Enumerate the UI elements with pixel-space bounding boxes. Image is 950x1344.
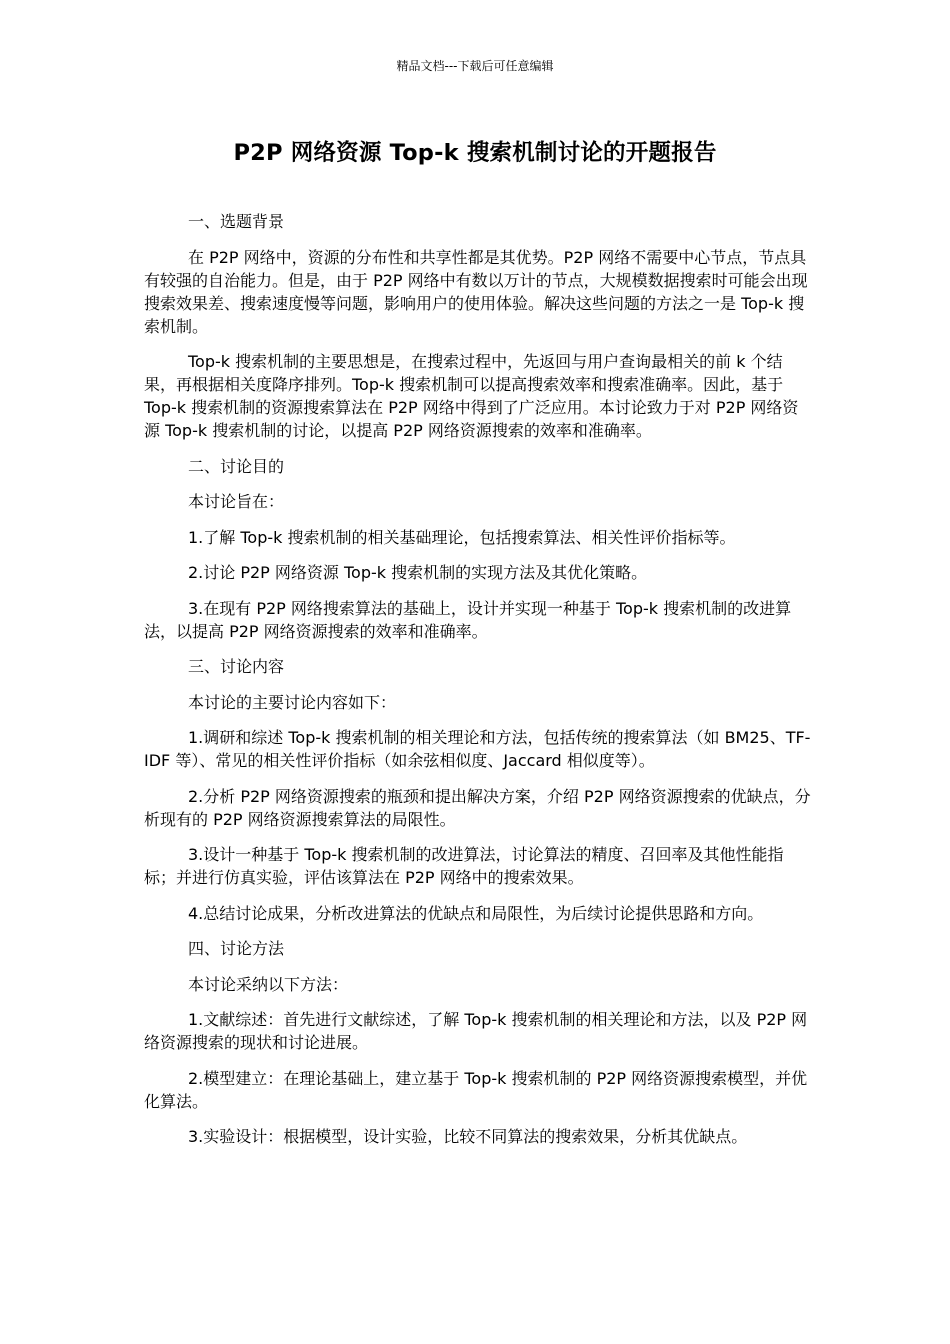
- list-item-content-4: 4.总结讨论成果，分析改进算法的优缺点和局限性，为后续讨论提供思路和方向。: [188, 903, 764, 923]
- list-item-method-2: 2.模型建立：在理论基础上，建立基于 Top-k 搜索机制的 P2P 网络资源搜索模型，并优化算法。: [144, 1068, 808, 1111]
- section-heading-background: 一、选题背景: [188, 212, 285, 231]
- paragraph-background-2: Top-k 搜索机制的主要思想是，在搜索过程中，先返回与用户查询最相关的前 k 个结果，再根据相关度降序排列。Top-k 搜索机制可以提高搜索效率和搜索准确率。因此，基于 Top-k 搜索机制的资源搜索算法在 P2P 网络中得到了广泛应用。本讨论致力于对 P2P 网络资源 Top-k 搜索机制的讨论，以提高 P2P 网络资源搜索的效率和准确率。: [144, 352, 799, 440]
- section-heading-content: 三、讨论内容: [188, 657, 285, 676]
- list-item-purpose-3: 3.在现有 P2P 网络搜索算法的基础上，设计并实现一种基于 Top-k 搜索机制的改进算法，以提高 P2P 网络资源搜索的效率和准确率。: [144, 598, 792, 641]
- list-item-content-1: 1.调研和综述 Top-k 搜索机制的相关理论和方法，包括传统的搜索算法（如 BM25、TF-IDF 等）、常见的相关性评价指标（如余弦相似度、Jaccard 相似度等）。: [144, 728, 811, 770]
- header-note: 精品文档---下载后可任意编辑: [396, 59, 554, 73]
- list-item-purpose-2: 2.讨论 P2P 网络资源 Top-k 搜索机制的实现方法及其优化策略。: [188, 563, 648, 582]
- paragraph-background-1: 在 P2P 网络中，资源的分布性和共享性都是其优势。P2P 网络不需要中心节点，节点具有较强的自治能力。但是，由于 P2P 网络中有数以万计的节点，大规模数据搜索时可能会出现搜索效果差、搜索速度慢等问题，影响用户的使用体验。解决这些问题的方法之一是 Top-k 搜索机制。: [144, 247, 808, 336]
- list-item-content-3: 3.设计一种基于 Top-k 搜索机制的改进算法，讨论算法的精度、召回率及其他性能指标；并进行仿真实验，评估该算法在 P2P 网络中的搜索效果。: [144, 845, 784, 887]
- section-heading-methods: 四、讨论方法: [188, 939, 285, 958]
- list-item-purpose-1: 1.了解 Top-k 搜索机制的相关基础理论，包括搜索算法、相关性评价指标等。: [188, 527, 736, 547]
- paragraph-content-intro: 本讨论的主要讨论内容如下：: [188, 692, 397, 712]
- document-title: P2P 网络资源 Top-k 搜索机制讨论的开题报告: [233, 140, 717, 166]
- list-item-method-3: 3.实验设计：根据模型，设计实验，比较不同算法的搜索效果，分析其优缺点。: [188, 1127, 748, 1146]
- paragraph-purpose-intro: 本讨论旨在：: [188, 492, 285, 511]
- paragraph-methods-intro: 本讨论采纳以下方法：: [188, 974, 349, 994]
- section-heading-purpose: 二、讨论目的: [188, 456, 285, 476]
- list-item-method-1: 1.文献综述：首先进行文献综述，了解 Top-k 搜索机制的相关理论和方法，以及 P2P 网络资源搜索的现状和讨论进展。: [144, 1010, 808, 1052]
- document-body: [144, 210, 812, 1161]
- list-item-content-2: 2.分析 P2P 网络资源搜索的瓶颈和提出解决方案，介绍 P2P 网络资源搜索的优缺点，分析现有的 P2P 网络资源搜索算法的局限性。: [144, 786, 811, 829]
